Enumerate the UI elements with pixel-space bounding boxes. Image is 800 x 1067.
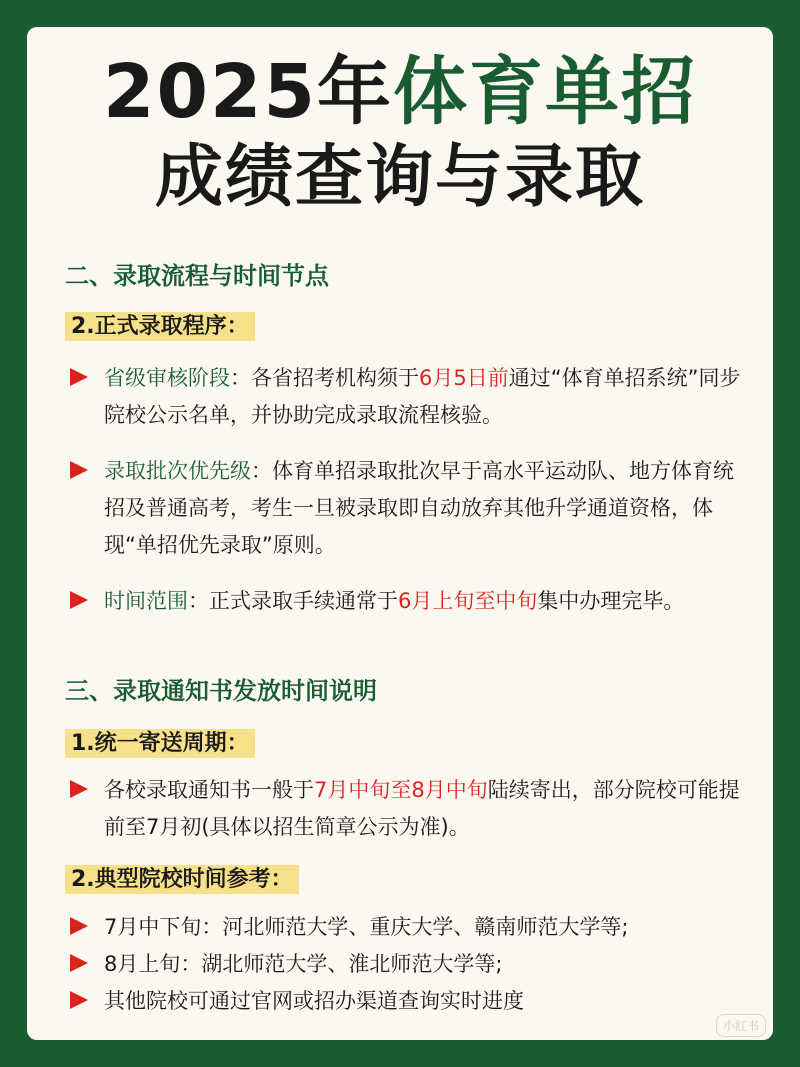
page-subtitle-wrap — [0, 138, 800, 218]
arrow-bullet-icon — [70, 917, 88, 935]
arrow-bullet-icon — [70, 591, 88, 609]
list-item — [70, 983, 750, 1020]
bullet-text-pre: 各校录取通知书一般于 — [104, 778, 314, 802]
page-subtitle — [155, 138, 645, 218]
list-item — [70, 583, 750, 620]
bullet-text-red: 6月5日前 — [419, 366, 509, 390]
bullet-text — [104, 360, 750, 434]
arrow-bullet-icon — [70, 991, 88, 1009]
bullet-label: 省级审核阶段 — [104, 366, 230, 390]
list-item — [70, 360, 750, 434]
bullet-text — [104, 453, 750, 564]
bullet-label: 录取批次优先级 — [104, 459, 251, 483]
bullet-text-post: 通过“体育单招系统”同步院校公示名单，并协助完成录取流程核验。 — [104, 366, 741, 427]
section3-heading: 三、录取通知书发放时间说明 — [65, 677, 377, 705]
bullet-text-red: 6月上旬至中旬 — [398, 589, 538, 613]
list-item — [70, 772, 750, 846]
bullet-text — [104, 772, 750, 846]
section2-sub-label: 2.正式录取程序： — [65, 312, 255, 341]
bullet-text-pre: ：正式录取手续通常于 — [188, 589, 398, 613]
section3-sub1-label: 1.统一寄送周期： — [65, 729, 255, 758]
list-item — [70, 909, 750, 946]
arrow-bullet-icon — [70, 954, 88, 972]
arrow-bullet-icon — [70, 780, 88, 798]
section3-sub2-label: 2.典型院校时间参考： — [65, 865, 299, 894]
bullet-text-pre: ：体育单招录取批次早于高水平运动队、地方体育统招及普通高考，考生一旦被录取即自动放弃其他升学通道资格，体现“单招优先录取”原则。 — [104, 459, 734, 557]
section2-subheading — [65, 309, 255, 340]
bullet-label: 时间范围 — [104, 589, 188, 613]
bullet-text — [104, 583, 750, 620]
bullet-text-post: 陆续寄出，部分院校可能提前至7月初(具体以招生简章公示为准)。 — [104, 778, 740, 839]
title-prefix: 2025年 — [103, 49, 393, 135]
page-title — [0, 49, 800, 135]
title-highlight: 体育单招 — [392, 49, 697, 135]
section3-subheading-2 — [65, 862, 299, 893]
watermark: 小红书 — [716, 1014, 766, 1037]
bullet-text: 8月上旬：湖北师范大学、淮北师范大学等; — [104, 952, 503, 976]
section3-subheading-1 — [65, 726, 255, 757]
list-item — [70, 946, 750, 983]
section2-heading: 二、录取流程与时间节点 — [65, 262, 329, 290]
list-item — [70, 453, 750, 564]
bullet-text: 7月中下旬：河北师范大学、重庆大学、赣南师范大学等; — [104, 915, 629, 939]
bullet-text-pre: ：各省招考机构须于 — [230, 366, 419, 390]
bullet-text-post: 集中办理完毕。 — [537, 589, 685, 613]
bullet-text: 其他院校可通过官网或招办渠道查询实时进度 — [104, 989, 524, 1013]
subtitle-text: 成绩查询与录取 — [154, 138, 645, 217]
arrow-bullet-icon — [70, 461, 88, 479]
bullet-text-red: 7月中旬至8月中旬 — [314, 778, 488, 802]
arrow-bullet-icon — [70, 368, 88, 386]
